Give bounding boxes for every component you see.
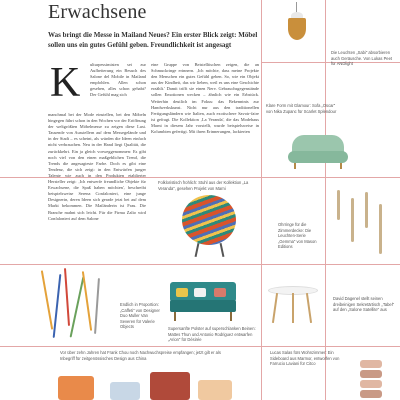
caption-bottom-left: Vor über zehn Jahren hat Frank Chou noch Nachwuchspreise empfangen; jetzt gilt er als Inbegriff für zeitgenössisches Design aus China	[60, 350, 221, 361]
sofa-leg	[294, 163, 296, 169]
stool-tier	[360, 370, 382, 378]
sofa-image	[288, 135, 348, 169]
sofa-leg	[340, 163, 342, 169]
grid-line-horizontal	[0, 264, 400, 265]
caption-bench: Supersanfte Polster auf superschlanken Beinen: Mattes Thun und Antonio Rodriguez entwarfen „Arion" für Désirée	[168, 326, 256, 343]
caption-chimes: Ohrringe für die Zimmerdecke: Die Leuchten-Serie „Gemma" von Mason Editions	[278, 222, 317, 250]
chair-leg	[220, 243, 225, 257]
caption-bottom-right: Lucas Salas fürs Wohnzimmer: Ein Sideboard aus Marmor, entworfen von Farrucio Laviani für Citco	[270, 350, 340, 367]
cutlery-piece	[82, 271, 92, 331]
caption-cutlery: Endlich in Proportion: „Caffeti" von Designer Duo Muller Van Severen für Valerie Objects	[120, 302, 160, 330]
body-column-1: manchmal bei der Mode einstellen, bei den Möbeln hingegen führt schon in den Wochen vor der Eröffnung der weltgrößten Möbelmesse zu zeigen diese Lust. Tausende von Ausstellern auf dem Messegelände und in der Stadt – es scheint, als würden die Ideen einfach nicht verbrauchen. Neu in der Hand liegt Qualität, die zurückkehrt. Ein ja gleich vorweggenommen: Es gibt noch viel von den einen maßgeblichen Trend, die Trends die angesagteste Farbe. Doch es gibt eine Tendenz, die sich zeigt: in den Entwürfen junger Talente wie auch in den Produkten etablierter Hersteller zeigt: ‚Ich entwerfe freundliche Objekte für Erwachsene, die Spaß haben möchten', beschreibt beispielsweise Serena Confalonieri, eine junge Designerin, deren Ideen sich gerade jetzt bei auf dem Markt bekommen. Die Mailänderin ist Frau. Die Branche mahnt sich leicht. Für die Firma Zalio wird Confalonieri auf dem Salone	[48, 112, 146, 221]
stool-tier	[360, 380, 382, 388]
bottom-furniture-image	[40, 368, 240, 400]
pillow	[214, 288, 226, 297]
body-column-2: eine Gruppe von Beistelltischen zeigen, die an Schmuckringe erinnern. ‚Ich möchte, dass meine Projekte den Menschen ein gutes Gefühl geben. So, wie ein Objekt aus der Kindheit, das wir lieben, weil es uns eine Geschichte erzählt.' Damit trifft sie einen Nerv. Gebrauchsgegenstände sollen Emotionen wecken – ähnlich wie ein Erbstück. Weiterhin deutlich im Fokus: das Bekenntnis zur Handwerkskunst. Nicht nur aus den traditionellen Fertigungsländern wie Italien, auch exotischere Savoir-faire ist gefragt. Die Kollektion ‚La Veranda', die das Modehaus Marni in diesem Jahr vorstellt, wurde beispielsweise in Kolumbien gefertigt. Mit ihren Erinnerungen, lackierten	[151, 62, 259, 135]
chime	[337, 190, 340, 220]
table-leg	[292, 293, 294, 323]
table-leg	[272, 293, 278, 323]
caption-chair: Folkloristisch frohlich: Stuhl aus der Kollektion „La Veranda", gesehen Projekt von Marni	[158, 180, 249, 191]
furniture-piece	[198, 380, 232, 400]
chair-leg	[195, 243, 200, 257]
caption-table: David Dagenel stellt seinen dreibeinigen Sekretärtisch „Tabel" auf den „Salone Satellite" aus	[333, 296, 395, 313]
furniture-piece	[150, 372, 190, 400]
cutlery-piece	[41, 270, 53, 329]
furniture-piece	[110, 382, 140, 400]
woven-chair-image	[182, 195, 236, 245]
article-title: Erwachsene	[48, 1, 147, 23]
stool-tier	[360, 390, 382, 398]
article-subtitle: Was bringt die Messe in Mailand Neues? Ein erster Blick zeigt: Möbel sollen uns ein gutes Gefühl geben. Freundlichkeit ist angesagt	[48, 31, 258, 49]
pendant-lamp-image	[288, 18, 306, 40]
cutlery-piece	[70, 276, 85, 337]
stool-image	[356, 360, 386, 400]
table-leg	[306, 293, 312, 323]
grid-line-vertical	[325, 0, 326, 400]
bench-leg	[230, 312, 232, 321]
cutlery-piece	[94, 278, 100, 334]
bench-leg	[174, 312, 176, 321]
grid-line-horizontal	[0, 346, 400, 347]
pillow	[194, 288, 206, 297]
cutlery-piece	[64, 268, 70, 326]
chime	[379, 204, 382, 254]
sofa-seat	[288, 151, 348, 163]
chime	[351, 198, 354, 242]
grid-line-vertical	[261, 0, 262, 400]
drop-cap: K	[50, 60, 81, 106]
chime	[365, 192, 368, 228]
pillow	[176, 288, 188, 297]
furniture-piece	[58, 376, 94, 400]
stool-top	[360, 360, 382, 368]
body-lead-text: ulturpessimisten sei zur Aufheiterung ein Besuch des Salone del Mobile in Mailand empfohlen. Allen schon gesehen, alles schon gehabt? Der Gefühl mag sich	[90, 62, 146, 98]
caption-sofa: Klare Form mit Glamour: Sofa „Oscar" von Nika Zupanc für Scarlet Splendour	[266, 103, 337, 114]
cutlery-piece	[53, 274, 62, 338]
caption-lamp: Die Leuchten „Sabi" absorbieren auch Geräusche. Von Lukas Peet für ANDlight	[331, 50, 392, 67]
bench-sofa-image	[170, 282, 236, 322]
hanging-lights-image	[331, 190, 391, 260]
cutlery-image	[40, 268, 110, 342]
bench-seat	[170, 300, 236, 312]
